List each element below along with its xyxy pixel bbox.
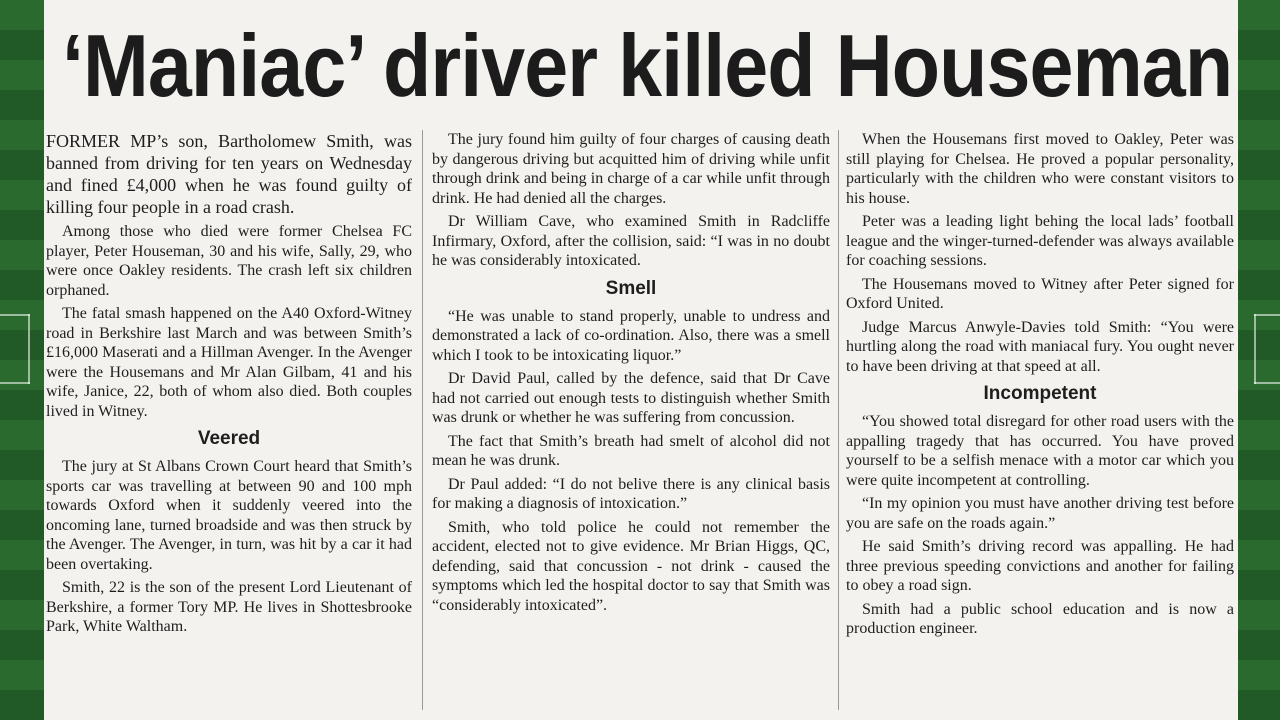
subheading: Incompetent	[983, 383, 1097, 404]
paragraph: Peter was a leading light behing the local lads’ football league and the winger-turned-defender was always available for coaching sessions.	[846, 213, 1234, 269]
paragraph: Smith, 22 is the son of the present Lord Lieutenant of Berkshire, a former Tory MP. He lives in Shottesbrooke Park, White Waltham.	[46, 579, 412, 635]
paragraph: Among those who died were former Chelsea FC player, Peter Houseman, 30 and his wife, Sally, 29, who were once Oakley residents. The crash left six children orphaned.	[46, 223, 412, 299]
paragraph: The jury at St Albans Crown Court heard that Smith’s sports car was travelling at between 90 and 100 mph towards Oxford when it suddenly veered into the oncoming lane, turned broadside and was then struck by the Avenger. The Avenger, in turn, was hit by a car it had been overtaking.	[46, 458, 412, 573]
headline: ‘Maniac’ driver killed Houseman	[62, 16, 1233, 115]
paragraph: The jury found him guilty of four charges of causing death by dangerous driving but acquitted him of driving while unfit through drink and being in charge of a car while unfit through drink. He had denied all the charges.	[432, 131, 830, 207]
pitch-line	[0, 382, 30, 384]
paragraph: Smith had a public school education and is now a production engineer.	[846, 600, 1234, 637]
pitch-line	[1254, 314, 1256, 384]
newspaper-clipping	[44, 0, 1238, 720]
pitch-line	[28, 314, 30, 384]
paragraph: “He was unable to stand properly, unable to undress and demonstrated a lack of co-ordination. Also, there was a smell which I took to be intoxicating liquor.”	[432, 307, 830, 364]
left-pitch-border	[0, 0, 44, 720]
column-rule	[838, 130, 839, 710]
paragraph: Judge Marcus Anwyle-Davies told Smith: “You were hurtling along the road with maniacal fury. You ought never to have been driving at that speed at all.	[846, 318, 1234, 375]
paragraph: The fatal smash happened on the A40 Oxford-Witney road in Berkshire last March and was between Smith’s £16,000 Maserati and a Hillman Avenger. In the Avenger were the Housemans and Mr Alan Gilbam, 41 and his wife, Janice, 22, both of whom also died. Both couples lived in Witney.	[46, 305, 412, 420]
article-column-2	[432, 130, 830, 714]
paragraph: When the Housemans first moved to Oakley, Peter was still playing for Chelsea. He proved a popular personality, particularly with the children who were constant visitors to his house.	[846, 131, 1234, 207]
paragraph: Smith, who told police he could not remember the accident, elected not to give evidence. Mr Brian Higgs, QC, defending, said that concussion - not drink - caused the symptoms which led the hospital doctor to say that Smith was “considerably intoxicated”.	[432, 518, 830, 614]
paragraph: Dr Paul added: “I do not belive there is any clinical basis for making a diagnosis of intoxication.”	[432, 475, 830, 512]
article-column-3	[846, 130, 1234, 714]
paragraph: The fact that Smith’s breath had smelt of alcohol did not mean he was drunk.	[432, 432, 830, 469]
pitch-line	[0, 314, 30, 316]
paragraph: “You showed total disregard for other road users with the appalling tragedy that has occurred. You have proved yourself to be a selfish menace with a motor car which you were quite incompetent at controlling.	[846, 413, 1234, 489]
paragraph: The Housemans moved to Witney after Peter signed for Oxford United.	[846, 275, 1234, 312]
column-rule	[422, 130, 423, 710]
subheading: Smell	[605, 277, 657, 299]
paragraph: He said Smith’s driving record was appalling. He had three previous speeding convictions and another for failing to obey a road sign.	[846, 538, 1234, 594]
lead-paragraph: FORMER MP’s son, Bartholomew Smith, was banned from driving for ten years on Wednesday and fined £4,000 when he was found guilty of killing four people in a road crash.	[46, 131, 412, 217]
subheading: Veered	[197, 428, 261, 449]
article-column-1	[46, 130, 412, 714]
pitch-line	[1254, 314, 1280, 316]
paragraph: “In my opinion you must have another driving test before you are safe on the roads again.”	[846, 495, 1234, 532]
paragraph: Dr William Cave, who examined Smith in Radcliffe Infirmary, Oxford, after the collision, said: “I was in no doubt he was considerably intoxicated.	[432, 213, 830, 269]
pitch-line	[1254, 382, 1280, 384]
paragraph: Dr David Paul, called by the defence, said that Dr Cave had not carried out enough tests to distinguish whether Smith was drunk or whether he was suffering from concussion.	[432, 370, 830, 426]
right-pitch-border	[1238, 0, 1280, 720]
